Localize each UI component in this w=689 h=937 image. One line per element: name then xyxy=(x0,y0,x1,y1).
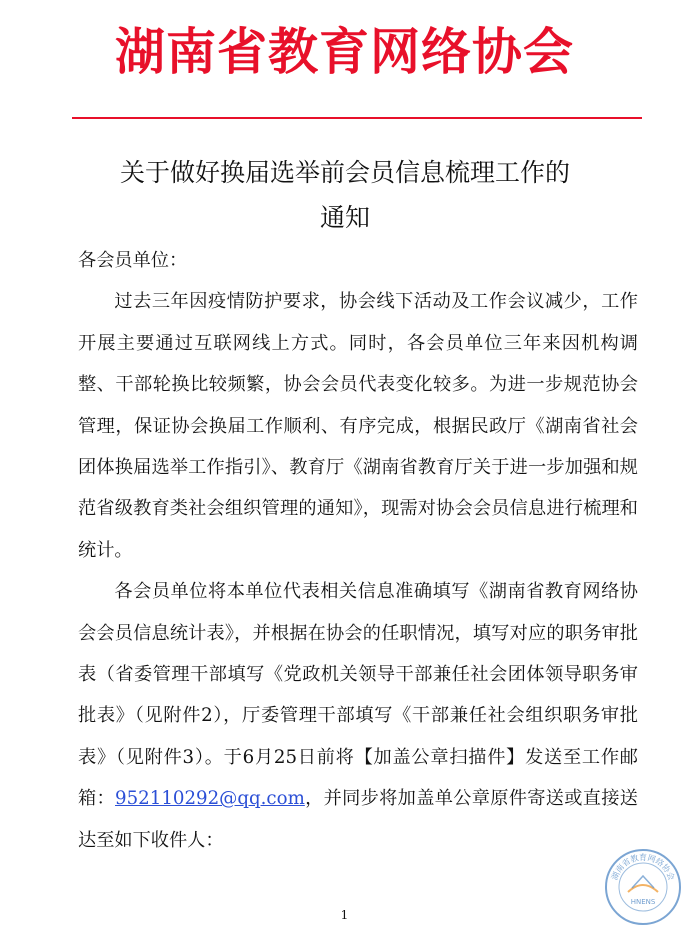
salutation: 各会员单位： xyxy=(78,250,188,271)
seal-text: 湖南省教育网络协会 xyxy=(609,853,677,882)
notice-title xyxy=(60,150,630,240)
page-number: 1 xyxy=(340,908,349,922)
notice-title-line1: 关于做好换届选举前会员信息梳理工作的 xyxy=(119,158,570,187)
org-letterhead-title: 湖南省教育网络协会 xyxy=(115,22,574,81)
notice-title-line2: 通知 xyxy=(319,203,370,232)
instructions-text: 各会员单位将本单位代表相关信息准确填写《湖南省教育网络协会会员信息统计表》，并根据在协会的任职情况，填写对应的职务审批表（省委管理干部填写《党政机关领导干部兼任社会团体领导职务审批表》（见附件2），厅委管理干部填写《干部兼任社会组织职务审批表》（见附件3）。于6月25日前将【加盖公章扫描件】发送至工作邮箱： xyxy=(78,581,638,810)
letterhead-divider xyxy=(72,117,642,119)
notice-body xyxy=(78,240,638,861)
association-seal-icon xyxy=(604,848,682,926)
paragraph-instructions xyxy=(78,571,638,861)
instructions-text-continued: ，并同步将加盖单公章原件寄送或直接送达至如下收件人： xyxy=(78,788,638,851)
paragraph-background: 过去三年因疫情防护要求，协会线下活动及工作会议减少，工作开展主要通过互联网线上方式。同时，各会员单位三年来因机构调整、干部轮换比较频繁，协会会员代表变化较多。为进一步规范协会管理，保证协会换届工作顺利、有序完成，根据民政厅《湖南省社会团体换届选举工作指引》、教育厅《湖南省教育厅关于进一步加强和规范省级教育类社会组织管理的通知》，现需对协会会员信息进行梳理和统计。 xyxy=(78,291,638,561)
seal-subtext: HNENS xyxy=(630,898,656,906)
email-link[interactable]: 952110292@qq.com xyxy=(115,788,305,810)
